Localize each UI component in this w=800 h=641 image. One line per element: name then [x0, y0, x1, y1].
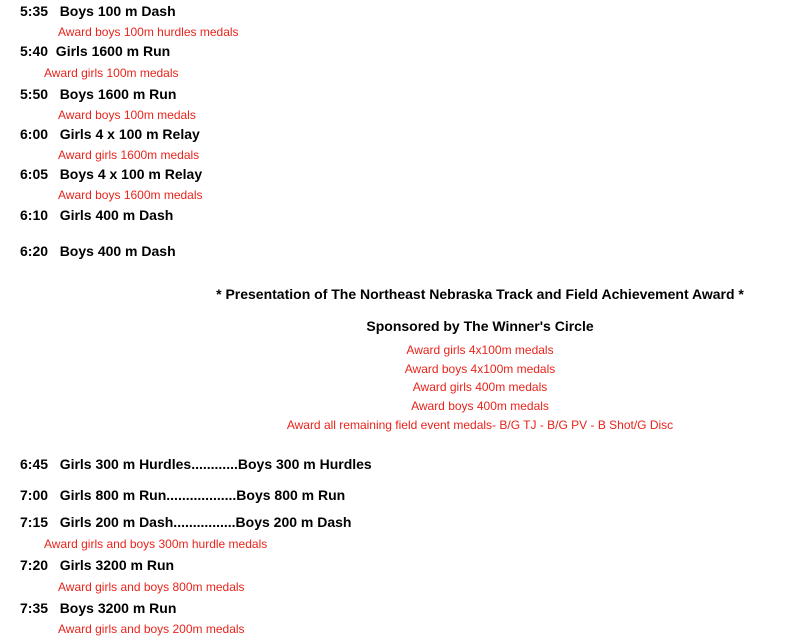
- presentation-title: * Presentation of The Northeast Nebraska Track and Field Achievement Award *: [216, 286, 744, 302]
- award-note: Award girls 400m medals: [412, 380, 548, 394]
- award-note: Award girls 4x100m medals: [406, 343, 554, 357]
- award-note: Award boys 100m medals: [58, 108, 196, 122]
- event-row: 6:05 Boys 4 x 100 m Relay: [20, 166, 203, 182]
- event-row: 6:10 Girls 400 m Dash: [20, 207, 174, 223]
- award-note: Award girls 100m medals: [44, 66, 179, 80]
- award-note: Award girls and boys 200m medals: [58, 622, 245, 636]
- event-row: 5:50 Boys 1600 m Run: [20, 86, 177, 102]
- award-note: Award boys 1600m medals: [58, 188, 203, 202]
- award-note: Award girls 1600m medals: [58, 148, 200, 162]
- event-row: 7:00 Girls 800 m Run..................Boys 800 m Run: [20, 487, 346, 503]
- event-row: 6:20 Boys 400 m Dash: [20, 243, 176, 259]
- award-note: Award boys 4x100m medals: [404, 362, 556, 376]
- award-note: Award boys 100m hurdles medals: [58, 25, 239, 39]
- event-row: 7:20 Girls 3200 m Run: [20, 557, 175, 573]
- award-note: Award girls and boys 300m hurdle medals: [44, 537, 268, 551]
- event-row: 5:40 Girls 1600 m Run: [20, 43, 171, 59]
- award-note: Award girls and boys 800m medals: [58, 580, 245, 594]
- event-row: 6:45 Girls 300 m Hurdles............Boys 300 m Hurdles: [20, 456, 372, 472]
- event-row: 7:15 Girls 200 m Dash................Boys 200 m Dash: [20, 514, 352, 530]
- event-row: 7:35 Boys 3200 m Run: [20, 600, 177, 616]
- event-row: 6:00 Girls 4 x 100 m Relay: [20, 126, 200, 142]
- sponsor-line: Sponsored by The Winner's Circle: [366, 318, 594, 334]
- event-row: 5:35 Boys 100 m Dash: [20, 3, 176, 19]
- award-note: Award boys 400m medals: [411, 399, 549, 413]
- award-note: Award all remaining field event medals- B/G TJ - B/G PV - B Shot/G Disc: [286, 418, 674, 432]
